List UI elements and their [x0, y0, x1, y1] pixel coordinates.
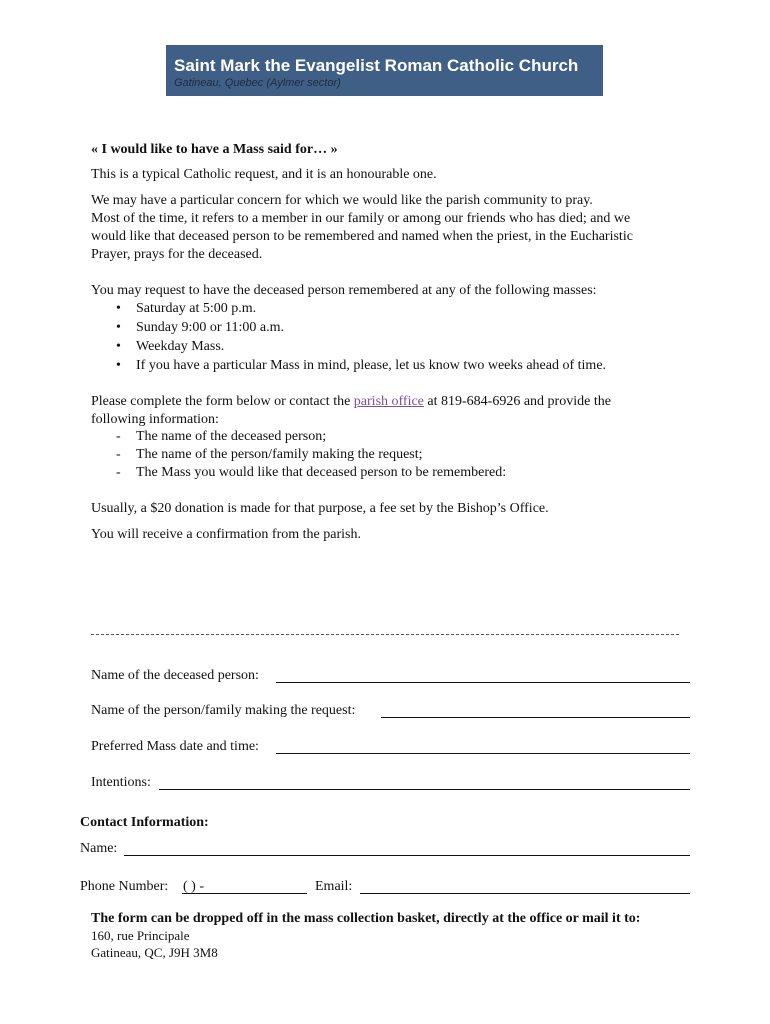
mass-item: Saturday at 5:00 p.m.	[136, 301, 257, 316]
cut-line	[91, 634, 679, 635]
contact-heading: Contact Information:	[80, 815, 209, 830]
bullet-icon: •	[116, 320, 121, 335]
bullet-icon: •	[116, 339, 121, 354]
contact-name-field[interactable]	[124, 855, 690, 856]
deceased-label: Name of the deceased person:	[91, 668, 259, 683]
intro-paragraph-line: would like that deceased person to be remembered and named when the priest, in the Eucharistic	[91, 229, 633, 244]
intro-line: This is a typical Catholic request, and it is an honourable one.	[91, 167, 437, 182]
masses-lead: You may request to have the deceased person remembered at any of the following masses:	[91, 283, 597, 298]
phone-field[interactable]	[182, 893, 307, 894]
bullet-icon: •	[116, 358, 121, 373]
phone-mask: ( ) -	[183, 879, 204, 894]
church-name: Saint Mark the Evangelist Roman Catholic Church	[174, 56, 579, 75]
header-banner	[166, 45, 603, 96]
intentions-field[interactable]	[159, 789, 690, 790]
phone-label: Phone Number:	[80, 879, 169, 894]
info-item: The Mass you would like that deceased person to be remembered:	[136, 465, 507, 480]
address-line: 160, rue Principale	[91, 928, 190, 943]
church-location: Gatineau, Quebec (Aylmer sector)	[174, 77, 341, 89]
instructions-text: at 819-684-6926 and provide the	[427, 394, 611, 409]
donation-note: Usually, a $20 donation is made for that purpose, a fee set by the Bishop’s Office.	[91, 501, 549, 516]
dash-marker: -	[116, 465, 121, 480]
deceased-name-field[interactable]	[276, 682, 690, 683]
intentions-label: Intentions:	[91, 775, 151, 790]
bullet-icon: •	[116, 301, 121, 316]
confirmation-note: You will receive a confirmation from the parish.	[91, 527, 361, 542]
info-item: The name of the deceased person;	[136, 429, 327, 444]
email-label: Email:	[315, 879, 353, 894]
requester-label: Name of the person/family making the request:	[91, 703, 356, 718]
mass-item: If you have a particular Mass in mind, please, let us know two weeks ahead of time.	[136, 358, 607, 373]
dash-marker: -	[116, 429, 121, 444]
intro-paragraph-line: Prayer, prays for the deceased.	[91, 247, 263, 262]
instructions-line	[91, 393, 611, 411]
parish-office-link[interactable]: parish office	[353, 394, 424, 409]
instructions-line: following information:	[91, 412, 219, 427]
info-item: The name of the person/family making the request;	[136, 447, 423, 462]
email-field[interactable]	[360, 893, 690, 894]
intro-paragraph-line: We may have a particular concern for which we would like the parish community to pray.	[91, 193, 593, 208]
drop-off-note: The form can be dropped off in the mass collection basket, directly at the office or mail it to:	[91, 911, 641, 926]
intro-heading: « I would like to have a Mass said for… »	[91, 142, 338, 157]
requester-name-field[interactable]	[381, 717, 690, 718]
intro-paragraph-line: Most of the time, it refers to a member in our family or among our friends who has died; and we	[91, 211, 631, 226]
instructions-text: Please complete the form below or contact the	[91, 394, 351, 409]
dash-marker: -	[116, 447, 121, 462]
mass-date-field[interactable]	[276, 753, 690, 754]
mass-date-label: Preferred Mass date and time:	[91, 739, 259, 754]
mass-item: Weekday Mass.	[136, 339, 225, 354]
address-line: Gatineau, QC, J9H 3M8	[91, 945, 218, 960]
mass-item: Sunday 9:00 or 11:00 a.m.	[136, 320, 285, 335]
contact-name-label: Name:	[80, 841, 118, 856]
